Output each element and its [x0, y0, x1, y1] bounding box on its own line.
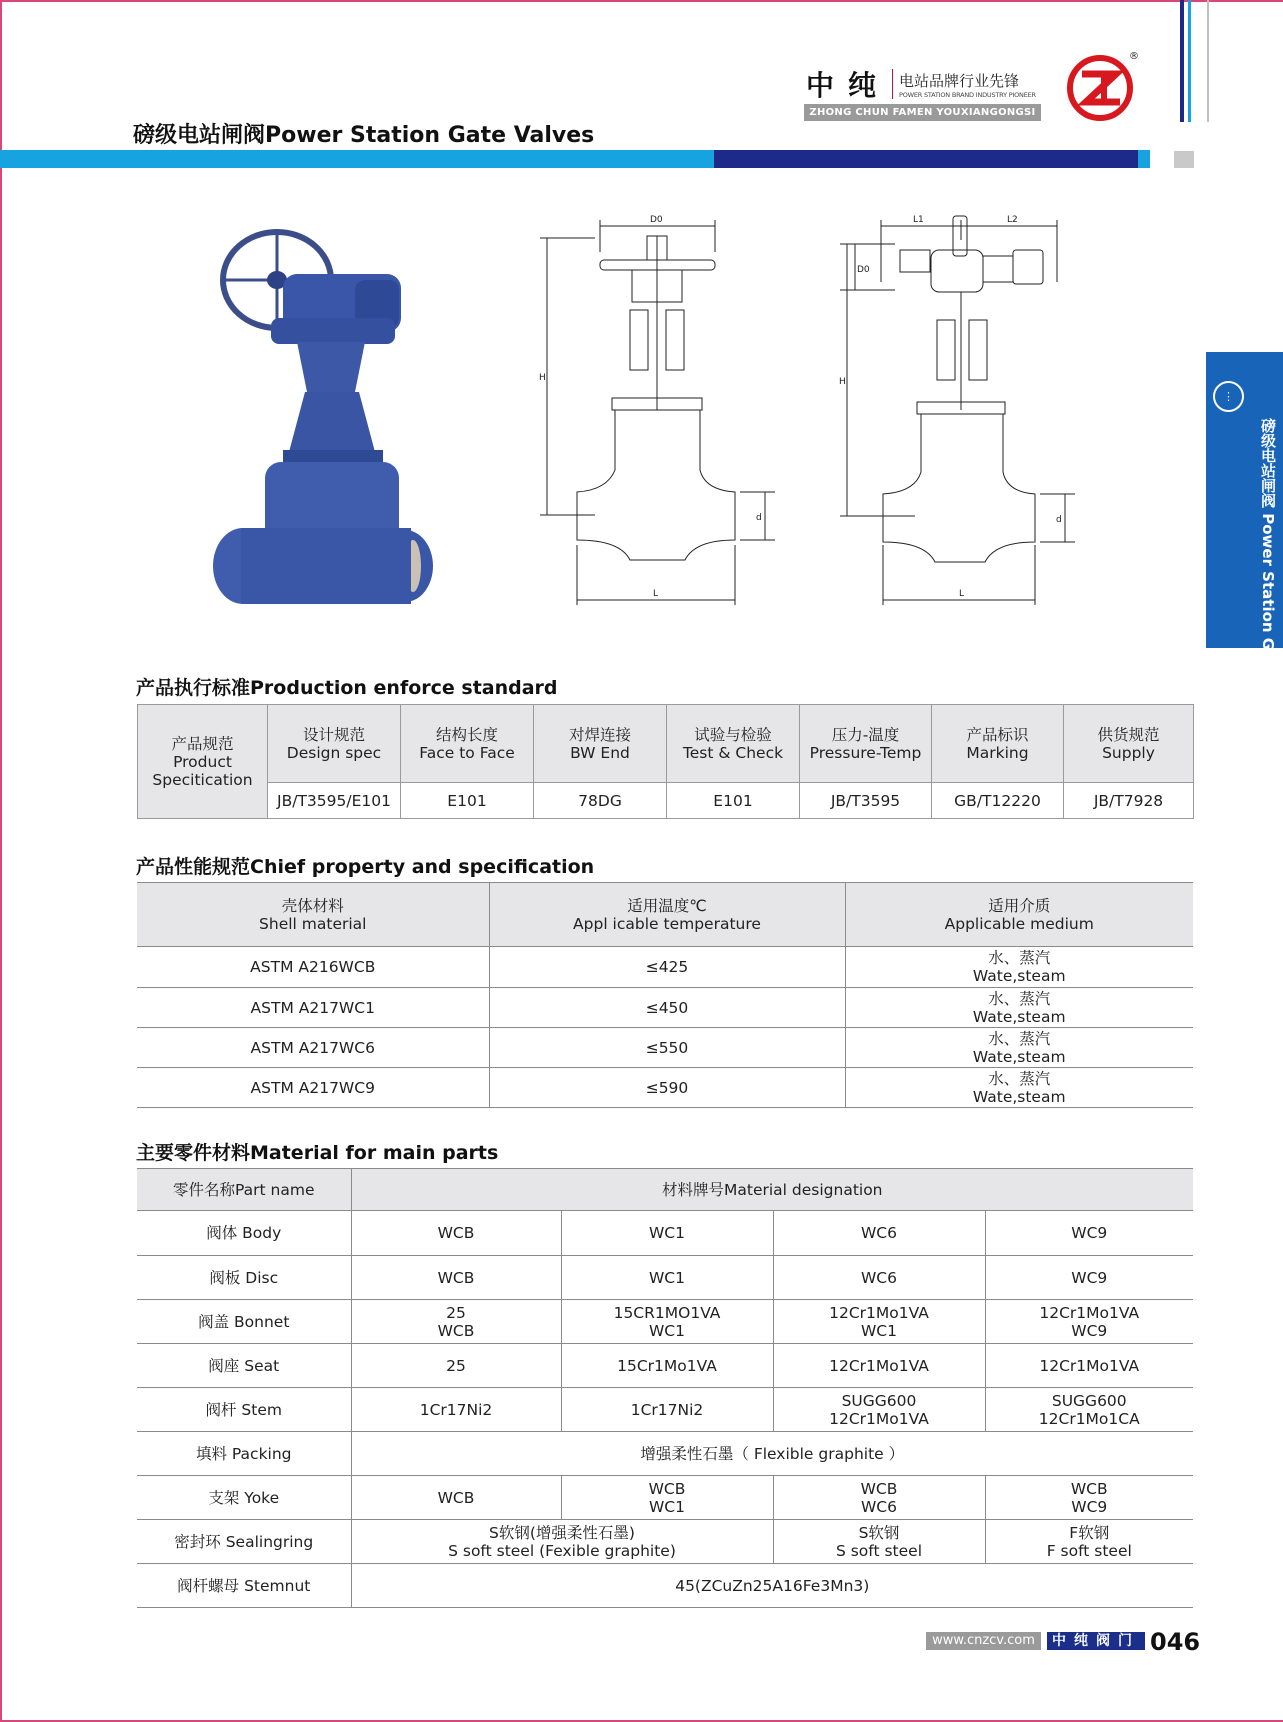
medium-en: Wate,steam — [972, 1007, 1066, 1026]
page-title: 磅级电站闸阀Power Station Gate Valves — [133, 123, 595, 148]
decor-line — [1180, 0, 1184, 122]
standard-value: 78DG — [534, 783, 667, 819]
material-line: WC9 — [1071, 1497, 1108, 1516]
material-line: WCB — [1070, 1479, 1108, 1498]
temperature: ≤590 — [489, 1068, 845, 1108]
part-name: 阀杆 Stem — [137, 1388, 351, 1432]
table-row — [137, 1476, 1193, 1520]
materials-table — [137, 1168, 1193, 1608]
table-row — [137, 1028, 1193, 1068]
table-row — [137, 1256, 1193, 1300]
side-tab-en: Power Station Gate Valves — [1259, 513, 1277, 738]
section-title-materials: 主要零件材料Material for main parts — [136, 1142, 499, 1164]
col-header-cn: 产品标识 — [966, 725, 1029, 744]
part-name: 阀体 Body — [137, 1211, 351, 1256]
col-header — [534, 705, 667, 783]
registered-mark: ® — [1129, 51, 1139, 62]
col-header-cn: 结构长度 — [435, 725, 498, 744]
medium — [845, 947, 1193, 988]
table-row — [137, 1388, 1193, 1432]
materials-header-row — [137, 1169, 1193, 1211]
part-name: 阀板 Disc — [137, 1256, 351, 1300]
dim-d0-label: D0 — [857, 265, 870, 275]
col-header-cn: 压力-温度 — [831, 725, 900, 744]
standard-table — [137, 704, 1194, 819]
valve-circle-icon: ⋮ — [1213, 381, 1244, 412]
table-row — [137, 1068, 1193, 1108]
material-cell: 15Cr1Mo1VA — [561, 1344, 773, 1388]
brand-slogan — [899, 70, 1036, 99]
part-name: 阀盖 Bonnet — [137, 1300, 351, 1344]
material-cell: 1Cr17Ni2 — [561, 1388, 773, 1432]
col-header-en: Appl icable temperature — [573, 914, 761, 933]
decor-square — [1174, 151, 1194, 168]
material-cell — [773, 1520, 985, 1564]
material-line: S soft steel — [835, 1541, 923, 1560]
material-line: WC6 — [860, 1497, 897, 1516]
standard-value-row — [138, 783, 1194, 819]
shell-material: ASTM A217WC6 — [137, 1028, 489, 1068]
table-row — [137, 1211, 1193, 1256]
material-line: F soft steel — [1046, 1541, 1132, 1560]
material-cell: WC6 — [773, 1211, 985, 1256]
material-line: 12Cr1Mo1VA — [1039, 1303, 1140, 1322]
brand-divider — [892, 69, 893, 99]
footer-brand: 中纯阀门 — [1047, 1632, 1145, 1650]
col-header — [667, 705, 800, 783]
material-line: 12Cr1Mo1VA — [829, 1409, 929, 1428]
material-line: S软钢(增强柔性石墨) — [489, 1523, 635, 1542]
dim-d-label: d — [756, 513, 762, 523]
material-line: WC1 — [648, 1321, 685, 1340]
table-row — [137, 988, 1193, 1028]
material-cell — [773, 1476, 985, 1520]
medium — [845, 988, 1193, 1028]
standard-value: JB/T3595 — [800, 783, 932, 819]
material-line: WCB — [437, 1321, 475, 1340]
col-header-en: Marking — [966, 743, 1029, 762]
slogan-en: POWER STATION BRAND INDUSTRY PIONEER — [899, 90, 1036, 99]
material-cell: WC6 — [773, 1256, 985, 1300]
part-name: 支架 Yoke — [137, 1476, 351, 1520]
col-header — [489, 883, 845, 947]
col-header-cn: 壳体材料 — [281, 896, 344, 915]
dim-d0-label: D0 — [650, 215, 663, 225]
medium-cn: 水、蒸汽 — [988, 1069, 1051, 1088]
col-header — [137, 883, 489, 947]
standard-value: JB/T3595/E101 — [268, 783, 401, 819]
side-tab-label — [1258, 418, 1279, 738]
material-line: 15CR1MO1VA — [613, 1303, 721, 1322]
title-band-cyan — [0, 150, 714, 168]
col-header-en: Shell material — [259, 914, 367, 933]
medium-en: Wate,steam — [972, 1047, 1066, 1066]
property-table — [137, 882, 1193, 1108]
table-row — [137, 1300, 1193, 1344]
spec-label-en2: Specitication — [152, 770, 253, 789]
dim-l-label: L — [959, 589, 965, 599]
standard-value: E101 — [401, 783, 534, 819]
col-header-cn: 设计规范 — [302, 725, 365, 744]
medium — [845, 1028, 1193, 1068]
material-cell: 1Cr17Ni2 — [351, 1388, 561, 1432]
col-header-cn: 适用介质 — [988, 896, 1051, 915]
material-cell: WC1 — [561, 1256, 773, 1300]
page-border-left — [0, 0, 2, 1722]
col-header — [800, 705, 932, 783]
col-header-en: Applicable medium — [944, 914, 1094, 933]
shell-material: ASTM A217WC9 — [137, 1068, 489, 1108]
material-cell: 增强柔性石墨（ Flexible graphite ） — [351, 1432, 1193, 1476]
col-header — [932, 705, 1064, 783]
page-number: 046 — [1150, 1628, 1201, 1656]
col-header-en: BW End — [570, 743, 630, 762]
standard-value: JB/T7928 — [1064, 783, 1194, 819]
part-name: 填料 Packing — [137, 1432, 351, 1476]
title-band-cyan-end — [1138, 150, 1150, 168]
table-row — [137, 1520, 1193, 1564]
temperature: ≤550 — [489, 1028, 845, 1068]
col-header-en: Pressure-Temp — [809, 743, 922, 762]
spec-label-cn: 产品规范 — [171, 734, 234, 753]
material-line: SUGG600 — [841, 1391, 917, 1410]
material-cell: 12Cr1Mo1VA — [985, 1344, 1193, 1388]
material-line: 25 — [446, 1303, 466, 1322]
material-cell — [351, 1300, 561, 1344]
col-header-cn: 供货规范 — [1097, 725, 1160, 744]
material-cell: WC9 — [985, 1211, 1193, 1256]
col-header — [1064, 705, 1194, 783]
medium-en: Wate,steam — [972, 1087, 1066, 1106]
col-header — [401, 705, 534, 783]
material-line: WC9 — [1071, 1321, 1108, 1340]
material-cell — [561, 1300, 773, 1344]
material-line: WC1 — [648, 1497, 685, 1516]
medium-cn: 水、蒸汽 — [988, 1029, 1051, 1048]
col-header-en: Design spec — [286, 743, 382, 762]
material-line: 12Cr1Mo1CA — [1038, 1409, 1140, 1428]
material-line: WCB — [648, 1479, 686, 1498]
zc-logo-icon — [1064, 50, 1140, 122]
medium-cn: 水、蒸汽 — [988, 989, 1051, 1008]
table-row — [137, 1344, 1193, 1388]
material-cell: WC9 — [985, 1256, 1193, 1300]
col-header-cn: 对焊连接 — [568, 725, 631, 744]
dim-d-label: d — [1056, 515, 1062, 525]
material-cell: WCB — [351, 1211, 561, 1256]
designation-header: 材料牌号Material designation — [351, 1169, 1193, 1211]
temperature: ≤450 — [489, 988, 845, 1028]
part-name: 密封环 Sealingring — [137, 1520, 351, 1564]
medium — [845, 1068, 1193, 1108]
decor-line — [1188, 0, 1191, 122]
material-cell: WCB — [351, 1476, 561, 1520]
material-line: S软钢 — [858, 1523, 900, 1542]
material-cell — [773, 1300, 985, 1344]
decor-line — [1207, 0, 1209, 122]
shell-material: ASTM A216WCB — [137, 947, 489, 988]
dimension-drawing-electric — [835, 210, 1085, 610]
side-tab-cn: 磅级电站闸阀 — [1259, 418, 1277, 508]
brand-name: 中纯 — [806, 69, 891, 102]
medium-cn: 水、蒸汽 — [988, 949, 1051, 967]
material-cell: WCB — [351, 1256, 561, 1300]
material-cell — [561, 1476, 773, 1520]
table-row — [137, 947, 1193, 988]
valve-photo — [205, 222, 445, 622]
col-header-cn: 试验与检验 — [694, 725, 772, 744]
table-row — [137, 1564, 1193, 1608]
footer-url: www.cnzcv.com — [926, 1632, 1041, 1650]
dim-l-label: L — [653, 589, 659, 599]
spec-label-en1: Product — [173, 752, 232, 771]
material-line: F软钢 — [1069, 1523, 1110, 1542]
part-name-header: 零件名称Part name — [137, 1169, 351, 1211]
title-band-navy — [714, 150, 1138, 168]
col-header-en: Face to Face — [419, 743, 515, 762]
col-header-cn: 适用温度℃ — [627, 896, 707, 915]
material-cell: 45(ZCuZn25A16Fe3Mn3) — [351, 1564, 1193, 1608]
property-header-row — [137, 883, 1193, 947]
section-title-standard: 产品执行标准Production enforce standard — [136, 677, 558, 699]
material-cell — [985, 1520, 1193, 1564]
brand-header — [806, 64, 1036, 104]
section-title-property: 产品性能规范Chief property and specification — [136, 856, 595, 878]
company-name-bar: ZHONG CHUN FAMEN YOUXIANGONGSI — [804, 104, 1041, 121]
material-cell — [351, 1520, 773, 1564]
material-line: WCB — [860, 1479, 898, 1498]
material-line: 12Cr1Mo1VA — [829, 1303, 929, 1322]
shell-material: ASTM A217WC1 — [137, 988, 489, 1028]
material-cell — [773, 1388, 985, 1432]
standard-value: E101 — [667, 783, 800, 819]
medium-en: Wate,steam — [972, 967, 1066, 985]
standard-value: GB/T12220 — [932, 783, 1064, 819]
dimension-drawing-manual — [535, 210, 785, 610]
material-cell — [985, 1388, 1193, 1432]
dim-h-label: H — [539, 373, 546, 383]
material-cell — [985, 1476, 1193, 1520]
material-cell: 12Cr1Mo1VA — [773, 1344, 985, 1388]
material-cell: WC1 — [561, 1211, 773, 1256]
col-header-en: Test & Check — [682, 743, 784, 762]
col-header-en: Supply — [1102, 743, 1155, 762]
temperature: ≤425 — [489, 947, 845, 988]
slogan-cn: 电站品牌行业先锋 — [899, 71, 1020, 90]
col-header — [268, 705, 401, 783]
material-cell — [985, 1300, 1193, 1344]
page-border-top — [0, 0, 1283, 2]
part-name: 阀座 Seat — [137, 1344, 351, 1388]
dim-l2-label: L2 — [1007, 215, 1018, 225]
table-row — [137, 1432, 1193, 1476]
dim-h-label: H — [839, 377, 846, 387]
material-cell: 25 — [351, 1344, 561, 1388]
standard-header-row — [138, 705, 1194, 783]
spec-label-cell — [138, 705, 268, 819]
col-header — [845, 883, 1193, 947]
material-line: S soft steel (Fexible graphite) — [448, 1541, 676, 1560]
material-line: SUGG600 — [1051, 1391, 1127, 1410]
dim-l1-label: L1 — [913, 215, 924, 225]
material-line: WC1 — [860, 1321, 897, 1340]
part-name: 阀杆螺母 Stemnut — [137, 1564, 351, 1608]
